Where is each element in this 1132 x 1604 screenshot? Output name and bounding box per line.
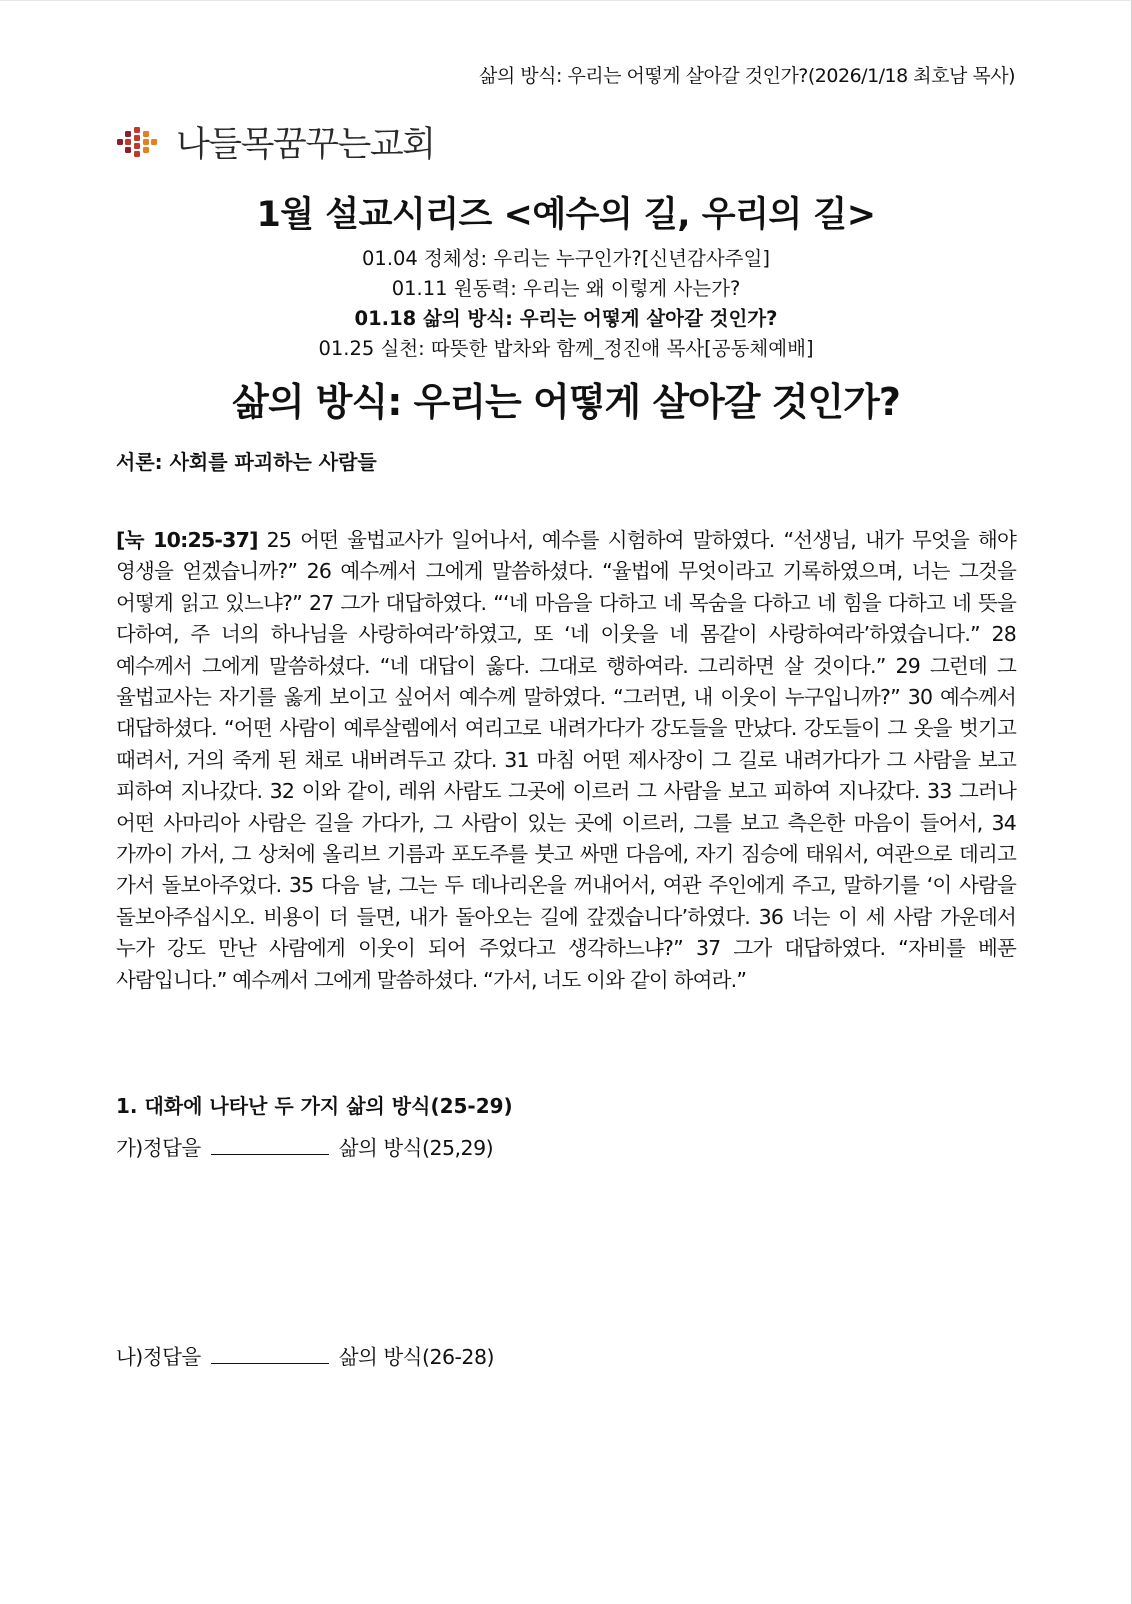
series-title: 1월 설교시리즈 <예수의 길, 우리의 길> — [256, 195, 876, 235]
header-note: 삶의 방식: 우리는 어떻게 살아갈 것인가?(2026/1/18 최호남 목사) — [479, 65, 1015, 87]
intro-heading: 서론: 사회를 파괴하는 사람들 — [116, 450, 377, 474]
fill-in-suffix: 삶의 방식(26-28) — [338, 1345, 495, 1369]
fill-in-blank — [211, 1132, 329, 1155]
sermon-title: 삶의 방식: 우리는 어떻게 살아갈 것인가? — [232, 380, 900, 424]
series-item: 01.11 원동력: 우리는 왜 이렇게 사는가? — [391, 277, 741, 300]
series-item: 01.04 정체성: 우리는 누구인가?[신년감사주일] — [362, 247, 770, 270]
fill-in-prefix: 가)정답을 — [116, 1136, 201, 1160]
section-heading: 1. 대화에 나타난 두 가지 삶의 방식(25-29) — [116, 1094, 513, 1118]
fill-in-line-b — [116, 1340, 494, 1370]
series-item-current: 01.18 삶의 방식: 우리는 어떻게 살아갈 것인가? — [354, 307, 778, 330]
scripture-reference: [눅 10:25-37] — [116, 528, 258, 552]
series-list — [0, 244, 1132, 364]
scripture-passage — [116, 525, 1016, 996]
fill-in-line-a — [116, 1131, 493, 1161]
church-logo — [116, 117, 434, 167]
scripture-text: 25 어떤 율법교사가 일어나서, 예수를 시험하여 말하였다. “선생님, 내가 무엇을 해야 영생을 얻겠습니까?” 26 예수께서 그에게 말씀하셨다. “율법에 무엇이라고 기록하였으며, 너는 그것을 어떻게 읽고 있느냐?” 27 그가 대답하였다. “‘네 마음을 다하고 네 목숨을 다하고 네 힘을 다하고 네 뜻을 다하여, 주 너의 하나님을 사랑하여라’하였고, 또 ‘네 이웃을 네 몸같이 사랑하여라’하였습니다.” 28 예수께서 그에게 말씀하셨다. “네 대답이 옳다. 그대로 행하여라. 그리하면 살 것이다.” 29 그런데 그 율법교사는 자기를 옳게 보이고 싶어서 예수께 말하였다. “그러면, 내 이웃이 누구입니까?” 30 예수께서 대답하셨다. “어떤 사람이 예루살렘에서 여리고로 내려가다가 강도들을 만났다. 강도들이 그 옷을 벗기고 때려서, 거의 죽게 된 채로 내버려두고 갔다. 31 마침 어떤 제사장이 그 길로 내려가다가 그 사람을 보고 피하여 지나갔다. 32 이와 같이, 레위 사람도 그곳에 이르러 그 사람을 보고 피하여 지나갔다. 33 그러나 어떤 사마리아 사람은 길을 가다가, 그 사람이 있는 곳에 이르러, 그를 보고 측은한 마음이 들어서, 34 가까이 가서, 그 상처에 올리브 기름과 포도주를 붓고 싸맨 다음에, 자기 짐승에 태워서, 여관으로 데리고 가서 돌보아주었다. 35 다음 날, 그는 두 데나리온을 꺼내어서, 여관 주인에게 주고, 말하기를 ‘이 사람을 돌보아주십시오. 비용이 더 들면, 내가 돌아오는 길에 갚겠습니다’하였다. 36 너는 이 세 사람 가운데서 누가 강도 만난 사람에게 이웃이 되어 주었다고 생각하느냐?” 37 그가 대답하였다. “자비를 베푼 사람입니다.” 예수께서 그에게 말씀하셨다. “가서, 너도 이와 같이 하여라.” — [116, 528, 1016, 992]
church-logo-icon — [116, 122, 166, 162]
series-item: 01.25 실천: 따뜻한 밥차와 함께_정진애 목사[공동체예배] — [318, 337, 814, 360]
church-logo-text: 나들목꿈꾸는교회 — [176, 125, 435, 165]
fill-in-suffix: 삶의 방식(25,29) — [338, 1136, 494, 1160]
fill-in-blank — [211, 1341, 329, 1364]
fill-in-prefix: 나)정답을 — [116, 1345, 201, 1369]
